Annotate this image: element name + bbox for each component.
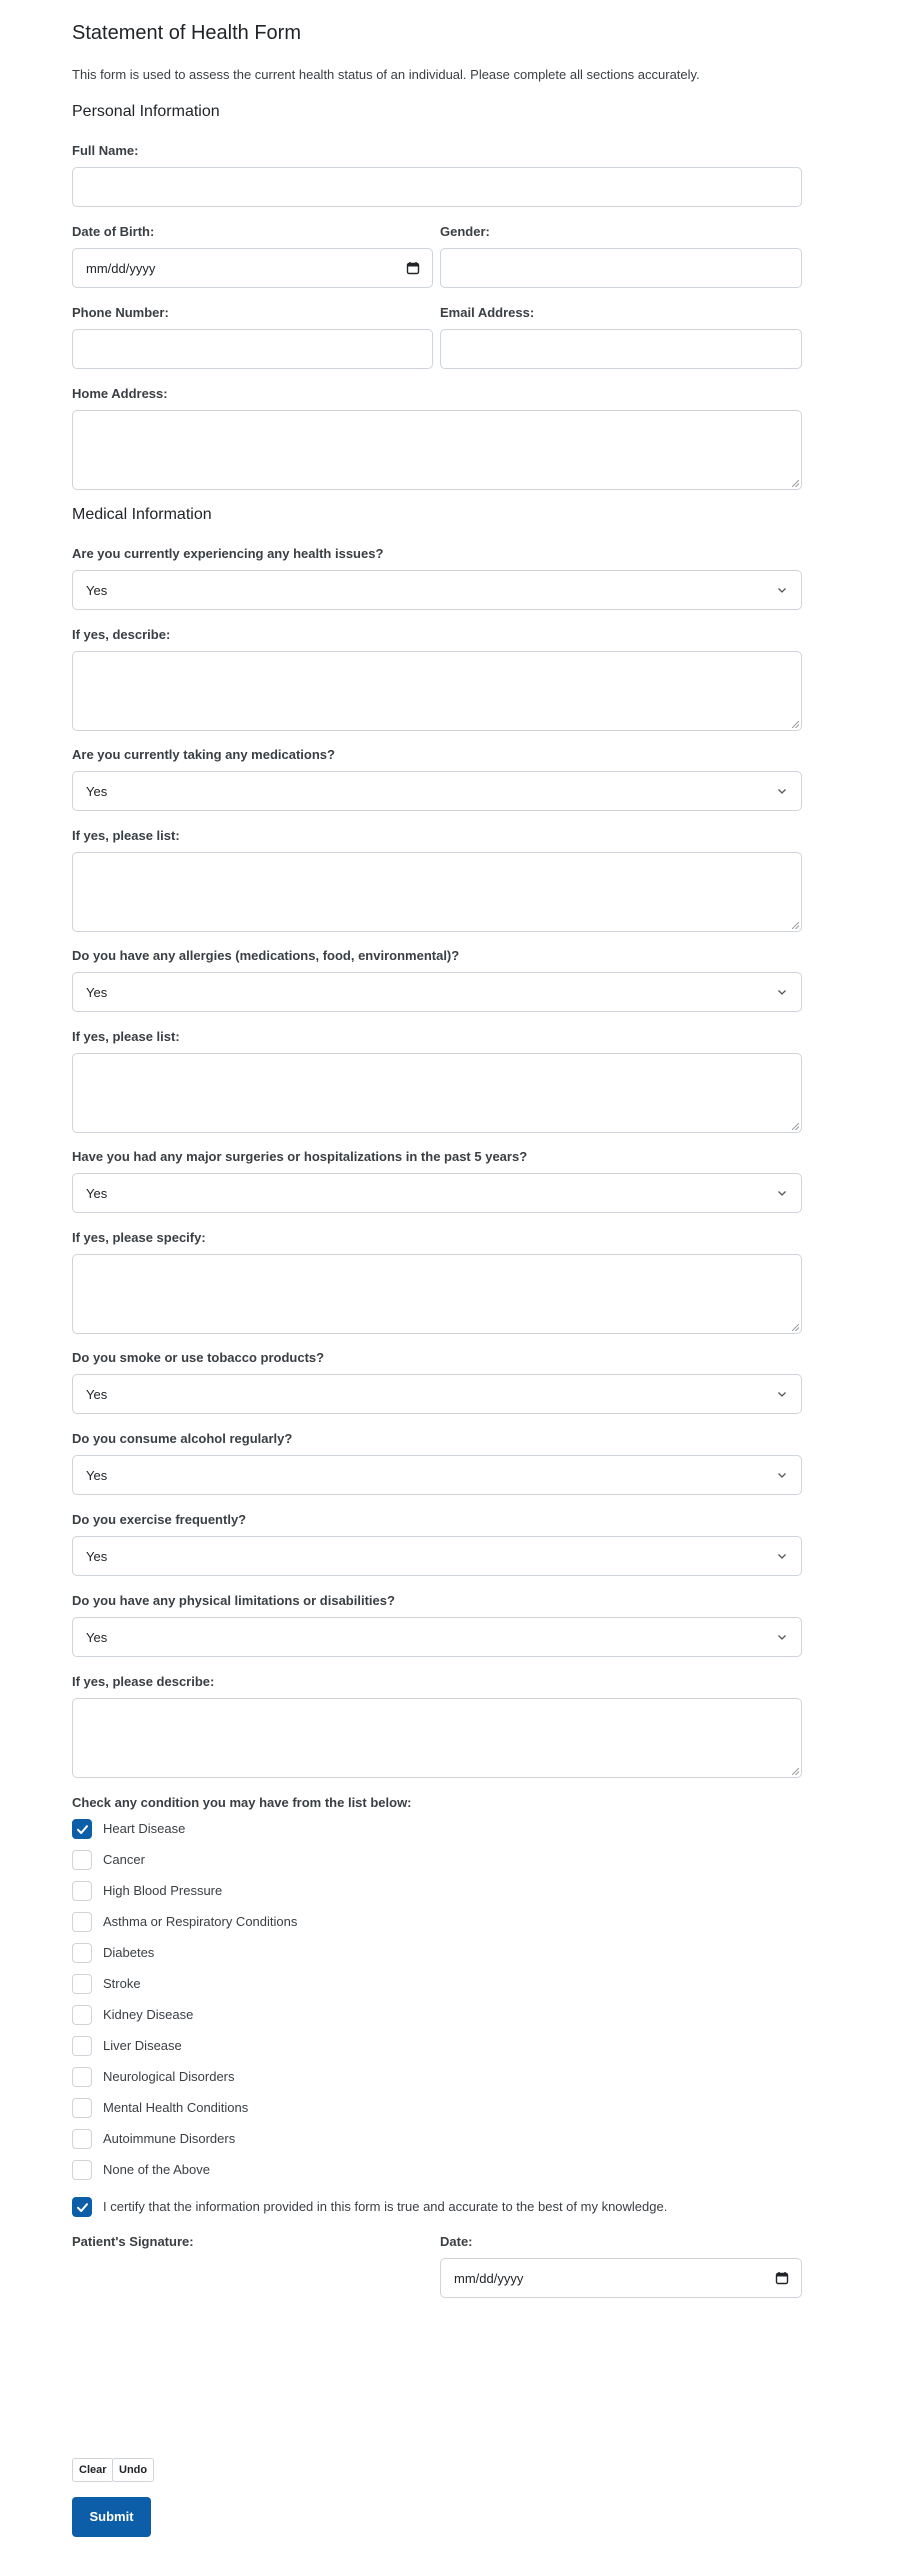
full-name-input[interactable] [72,167,802,207]
condition-label: Neurological Disorders [103,2069,235,2084]
email-input[interactable] [440,329,802,369]
condition-label: None of the Above [103,2162,210,2177]
list-allergies-textarea[interactable] [72,1053,802,1133]
chevron-down-icon [777,1389,787,1399]
condition-checkbox[interactable] [72,2129,92,2149]
signature-date-placeholder: mm/dd/yyyy [454,2271,524,2286]
form-title: Statement of Health Form [72,22,301,44]
condition-label: Mental Health Conditions [103,2100,249,2115]
condition-checkbox[interactable] [72,2067,92,2087]
condition-checkbox[interactable] [72,1912,92,1932]
list-medications-textarea[interactable] [72,852,802,932]
condition-label: Cancer [103,1852,145,1867]
allergies-value: Yes [86,985,108,1000]
undo-signature-button[interactable]: Undo [112,2458,154,2482]
alcohol-select[interactable] [72,1455,802,1495]
signature-pad[interactable] [72,2258,433,2448]
health-issues-value: Yes [86,583,108,598]
condition-checkbox[interactable] [72,1943,92,1963]
phone-label: Phone Number: [72,305,169,320]
describe-health-textarea[interactable] [72,651,802,731]
surgeries-value: Yes [86,1186,108,1201]
condition-label: Stroke [103,1976,141,1991]
list-medications-label: If yes, please list: [72,828,180,843]
specify-surgeries-label: If yes, please specify: [72,1230,206,1245]
dob-input[interactable] [72,248,433,288]
signature-date-label: Date: [440,2234,473,2249]
personal-info-heading: Personal Information [72,103,220,120]
condition-label: Liver Disease [103,2038,182,2053]
chevron-down-icon [777,1551,787,1561]
condition-checkbox[interactable] [72,2036,92,2056]
gender-label: Gender: [440,224,490,239]
condition-checkbox[interactable] [72,1850,92,1870]
form-intro: This form is used to assess the current health status of an individual. Please complete all sections accurately. [72,67,700,82]
list-allergies-label: If yes, please list: [72,1029,180,1044]
condition-checkbox[interactable] [72,1974,92,1994]
checkmark-icon [76,1823,89,1836]
chevron-down-icon [777,786,787,796]
describe-limitations-label: If yes, please describe: [72,1674,215,1689]
exercise-select[interactable] [72,1536,802,1576]
checkmark-icon [76,2201,89,2214]
clear-signature-button[interactable]: Clear [72,2458,114,2482]
chevron-down-icon [777,987,787,997]
smoke-select[interactable] [72,1374,802,1414]
signature-label: Patient's Signature: [72,2234,194,2249]
dob-placeholder: mm/dd/yyyy [86,261,156,276]
certify-label: I certify that the information provided in this form is true and accurate to the best of my knowledge. [103,2199,668,2214]
specify-surgeries-textarea[interactable] [72,1254,802,1334]
calendar-icon[interactable] [406,261,420,275]
chevron-down-icon [777,1632,787,1642]
allergies-label: Do you have any allergies (medications, food, environmental)? [72,948,460,963]
medical-info-heading: Medical Information [72,506,212,523]
surgeries-select[interactable] [72,1173,802,1213]
gender-input[interactable] [440,248,802,288]
health-issues-select[interactable] [72,570,802,610]
condition-checkbox[interactable] [72,2098,92,2118]
condition-label: Asthma or Respiratory Conditions [103,1914,298,1929]
alcohol-label: Do you consume alcohol regularly? [72,1431,293,1446]
describe-health-label: If yes, describe: [72,627,171,642]
smoke-label: Do you smoke or use tobacco products? [72,1350,325,1365]
limitations-value: Yes [86,1630,108,1645]
alcohol-value: Yes [86,1468,108,1483]
condition-label: Kidney Disease [103,2007,194,2022]
medications-value: Yes [86,784,108,799]
address-label: Home Address: [72,386,168,401]
limitations-label: Do you have any physical limitations or disabilities? [72,1593,395,1608]
condition-checkbox[interactable] [72,2005,92,2025]
limitations-select[interactable] [72,1617,802,1657]
surgeries-label: Have you had any major surgeries or hospitalizations in the past 5 years? [72,1149,528,1164]
chevron-down-icon [777,1470,787,1480]
condition-checkbox[interactable] [72,1819,92,1839]
full-name-label: Full Name: [72,143,139,158]
allergies-select[interactable] [72,972,802,1012]
condition-checkbox[interactable] [72,2160,92,2180]
medications-label: Are you currently taking any medications? [72,747,335,762]
condition-label: Autoimmune Disorders [103,2131,236,2146]
phone-input[interactable] [72,329,433,369]
signature-date-input[interactable] [440,2258,802,2298]
dob-label: Date of Birth: [72,224,155,239]
condition-label: High Blood Pressure [103,1883,223,1898]
smoke-value: Yes [86,1387,108,1402]
condition-checkbox[interactable] [72,1881,92,1901]
submit-button[interactable]: Submit [72,2497,151,2537]
exercise-value: Yes [86,1549,108,1564]
calendar-icon[interactable] [775,2271,789,2285]
conditions-label: Check any condition you may have from the list below: [72,1795,412,1810]
describe-limitations-textarea[interactable] [72,1698,802,1778]
email-label: Email Address: [440,305,535,320]
medications-select[interactable] [72,771,802,811]
address-textarea[interactable] [72,410,802,490]
condition-label: Heart Disease [103,1821,186,1836]
chevron-down-icon [777,1188,787,1198]
chevron-down-icon [777,585,787,595]
certify-checkbox[interactable] [72,2197,92,2217]
health-issues-label: Are you currently experiencing any health issues? [72,546,384,561]
exercise-label: Do you exercise frequently? [72,1512,247,1527]
condition-label: Diabetes [103,1945,155,1960]
